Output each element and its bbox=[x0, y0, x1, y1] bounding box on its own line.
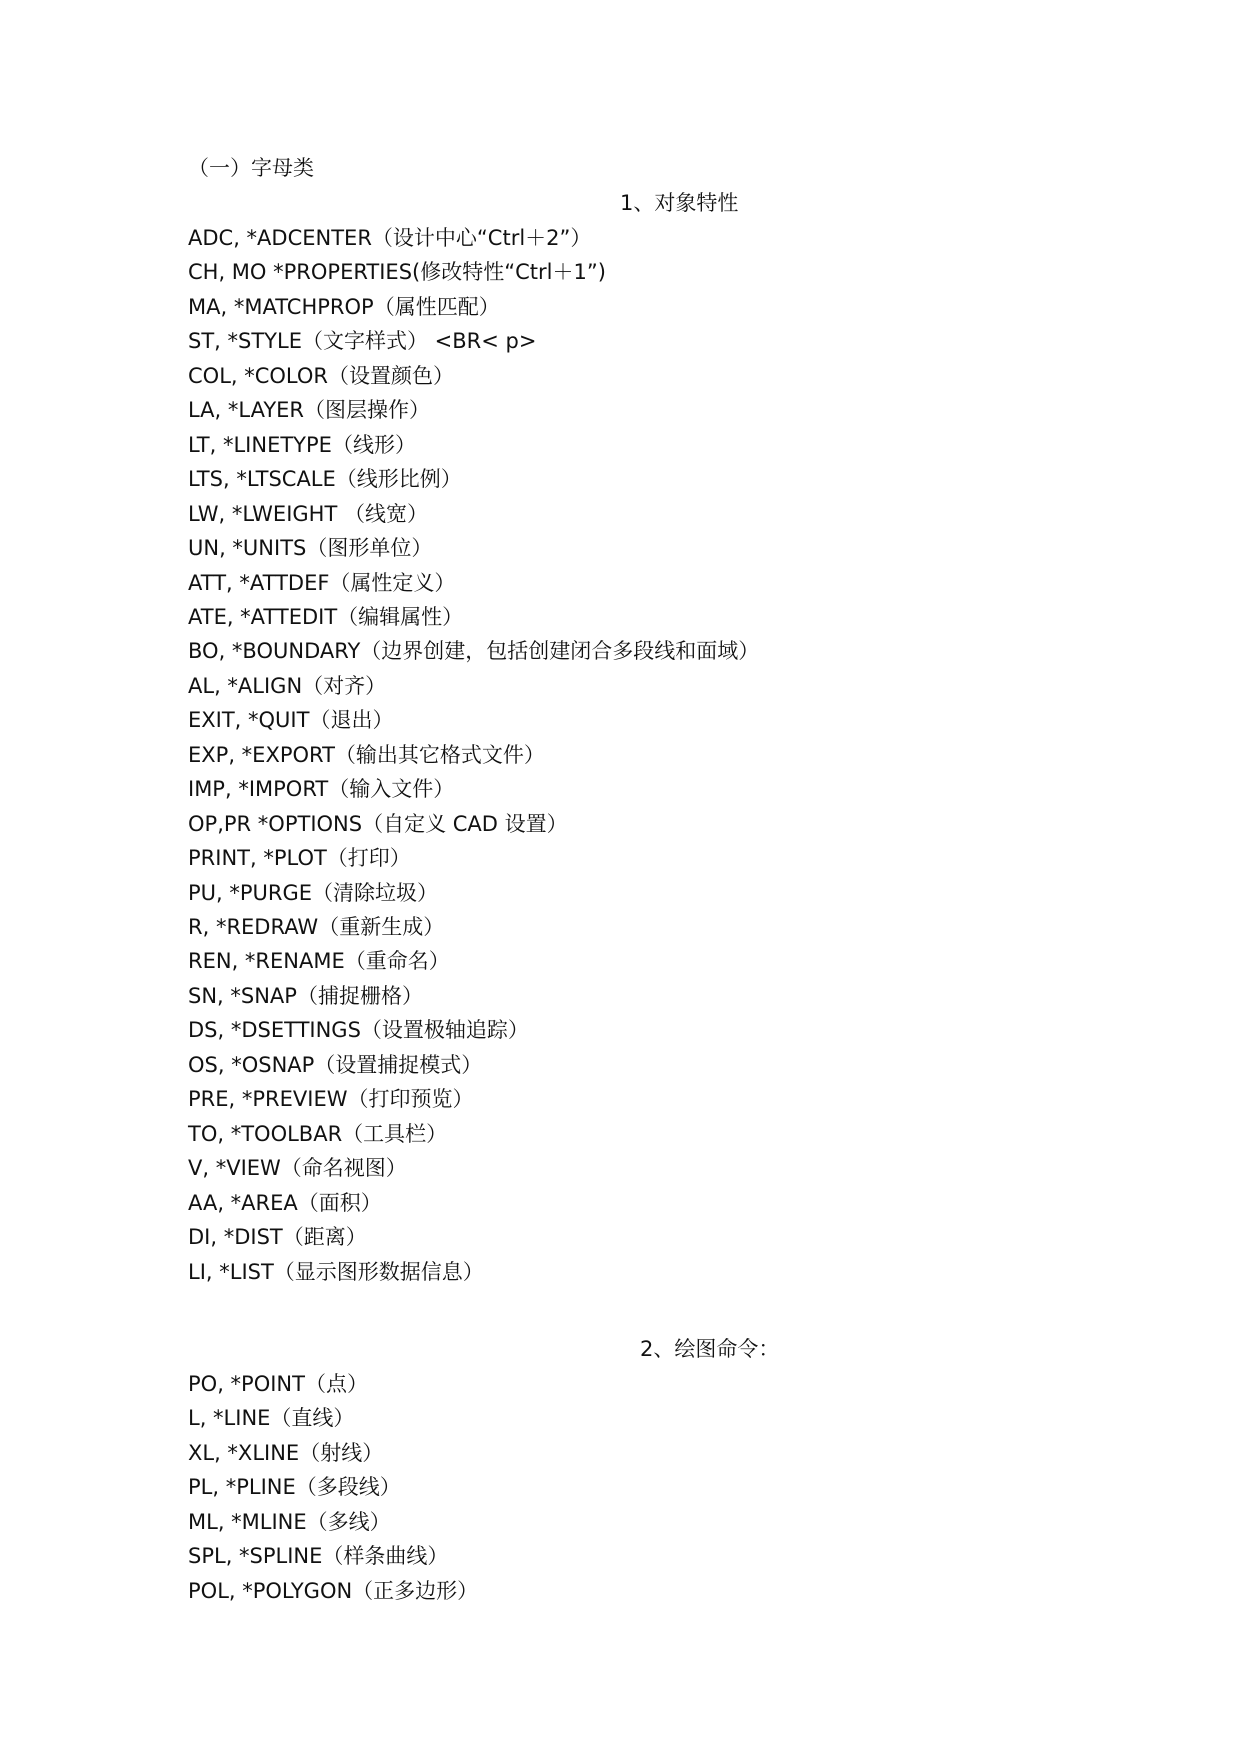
command-entry: OS, *OSNAP（设置捕捉模式） bbox=[188, 1052, 483, 1077]
command-entry: POL, *POLYGON（正多边形） bbox=[188, 1578, 479, 1603]
command-entry: LTS, *LTSCALE（线形比例） bbox=[188, 467, 462, 492]
section-1-heading: 1、对象特性 bbox=[620, 191, 739, 215]
command-entry: BO, *BOUNDARY（边界创建，包括创建闭合多段线和面域） bbox=[188, 639, 760, 664]
command-entry: PRE, *PREVIEW（打印预览） bbox=[188, 1087, 474, 1112]
command-entry: LA, *LAYER（图层操作） bbox=[188, 398, 431, 423]
category-title: （一）字母类 bbox=[188, 156, 314, 180]
command-entry: PRINT, *PLOT（打印） bbox=[188, 846, 411, 871]
command-entry: PL, *PLINE（多段线） bbox=[188, 1475, 401, 1500]
command-entry: SPL, *SPLINE（样条曲线） bbox=[188, 1544, 449, 1569]
command-entry: CH, MO *PROPERTIES(修改特性“Ctrl＋1”) bbox=[188, 260, 606, 285]
command-entry: EXIT, *QUIT（退出） bbox=[188, 708, 394, 733]
command-entry: ML, *MLINE（多线） bbox=[188, 1509, 391, 1534]
command-entry: AA, *AREA（面积） bbox=[188, 1190, 382, 1215]
command-entry: UN, *UNITS（图形单位） bbox=[188, 536, 433, 561]
command-entry: REN, *RENAME（重命名） bbox=[188, 949, 450, 974]
command-entry: DS, *DSETTINGS（设置极轴追踪） bbox=[188, 1018, 529, 1043]
command-entry: R, *REDRAW（重新生成） bbox=[188, 915, 445, 939]
command-entry: LT, *LINETYPE（线形） bbox=[188, 432, 416, 457]
command-entry: MA, *MATCHPROP（属性匹配） bbox=[188, 294, 500, 319]
command-entry: TO, *TOOLBAR（工具栏） bbox=[188, 1121, 448, 1146]
command-entry: LI, *LIST（显示图形数据信息） bbox=[188, 1259, 484, 1284]
command-entry: ATT, *ATTDEF（属性定义） bbox=[188, 570, 456, 595]
section-2-heading: 2、绘图命令： bbox=[640, 1337, 780, 1361]
command-entry: L, *LINE（直线） bbox=[188, 1406, 355, 1431]
command-entry: PO, *POINT（点） bbox=[188, 1372, 368, 1396]
command-entry: DI, *DIST（距离） bbox=[188, 1225, 367, 1250]
command-entry: XL, *XLINE（射线） bbox=[188, 1440, 384, 1465]
command-entry: IMP, *IMPORT（输入文件） bbox=[188, 777, 455, 802]
command-entry: LW, *LWEIGHT （线宽） bbox=[188, 501, 428, 526]
command-entry: EXP, *EXPORT（输出其它格式文件） bbox=[188, 742, 545, 767]
command-entry: AL, *ALIGN（对齐） bbox=[188, 673, 387, 698]
command-entry: ST, *STYLE（文字样式） <BR< p> bbox=[188, 329, 537, 354]
command-entry: COL, *COLOR（设置颜色） bbox=[188, 363, 455, 388]
command-entry: V, *VIEW（命名视图） bbox=[188, 1156, 407, 1181]
command-entry: PU, *PURGE（清除垃圾） bbox=[188, 880, 439, 905]
command-entry: SN, *SNAP（捕捉栅格） bbox=[188, 983, 423, 1008]
command-entry: ADC, *ADCENTER（设计中心“Ctrl＋2”） bbox=[188, 226, 592, 250]
command-entry: ATE, *ATTEDIT（编辑属性） bbox=[188, 604, 464, 629]
command-entry: OP,PR *OPTIONS（自定义 CAD 设置） bbox=[188, 811, 568, 836]
